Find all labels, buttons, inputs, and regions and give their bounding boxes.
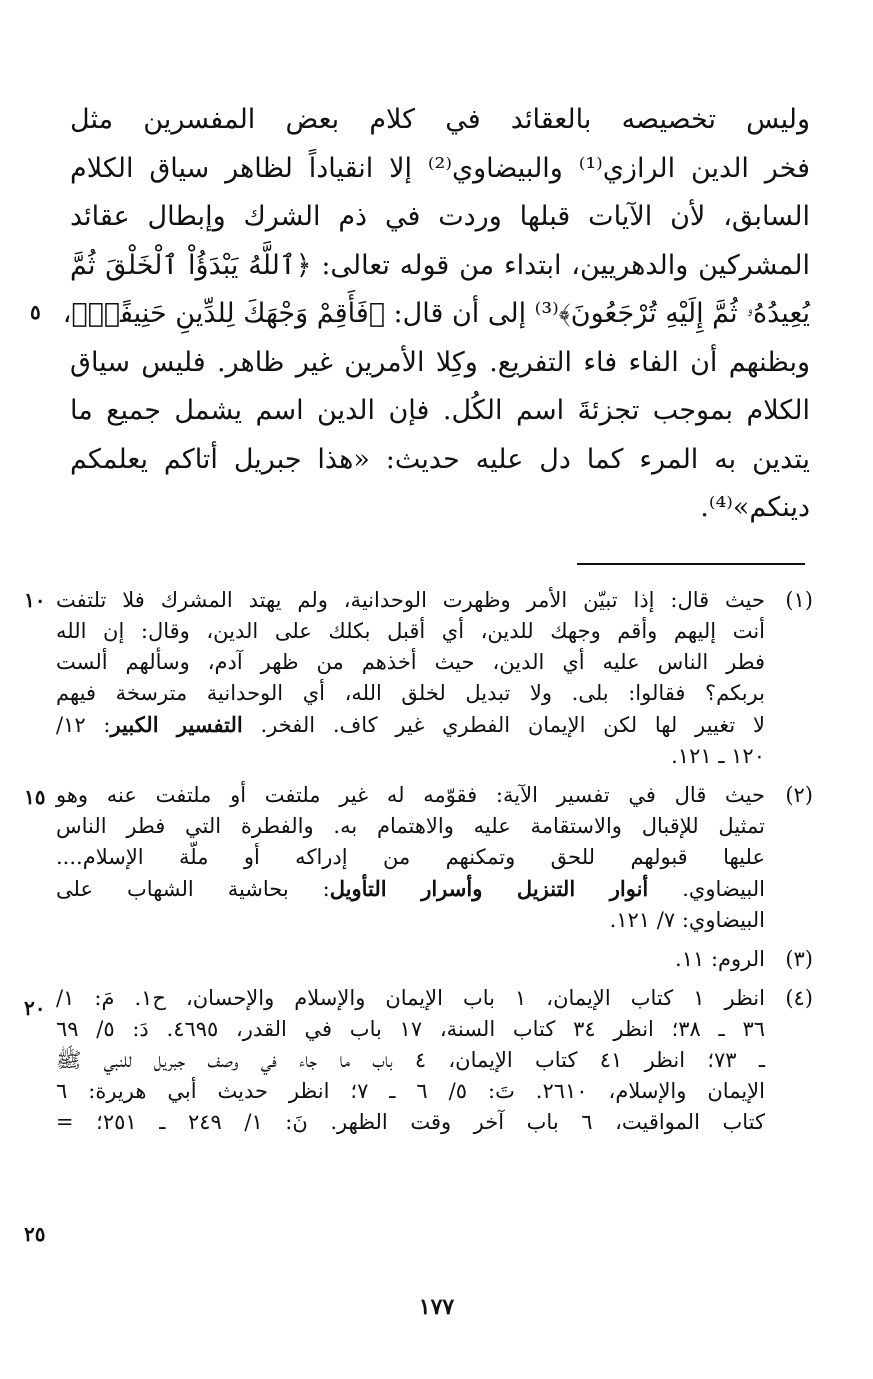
book-title: أنوار التنزيل وأسرار التأويل: [329, 876, 649, 901]
main-text: [62, 96, 811, 533]
main-text-line: وليس تخصيصه بالعقائد في كلام بعض المفسرين مثل: [70, 104, 810, 135]
book-title: التفسير الكبير: [110, 712, 243, 737]
main-text-line: فخر الدين الرازي⁽¹⁾ والبيضاوي⁽²⁾ إلا انقياداً لظاهر سياق الكلام: [70, 152, 811, 184]
footnote-number: (٢): [785, 783, 813, 807]
footnote-line: [56, 873, 765, 905]
footnote-line: الروم: ١١.: [675, 947, 765, 971]
footnote-line: [56, 709, 765, 741]
footnote-line: كتاب المواقيت، ٦ باب آخر وقت الظهر. نَ: ١/ ٢٤٩ ـ ٢٥١؛ =: [56, 1110, 765, 1134]
page-number: ١٧٧: [418, 1294, 455, 1320]
footnotes: [56, 585, 813, 1146]
main-text-line: دينكم»⁽⁴⁾.: [700, 492, 810, 523]
footnote-2: [56, 780, 813, 936]
footnote-line: انظر ١ كتاب الإيمان، ١ باب الإيمان والإسلام والإحسان، ح١. مَ: ١/: [56, 986, 765, 1010]
footnote-line: حيث قال: إذا تبيّن الأمر وظهرت الوحدانية، ولم يهتد المشرك فلا تلتفت: [56, 588, 765, 612]
main-text-line: يُعِيدُهُۥ ثُمَّ إِلَيْهِ تُرْجَعُونَ﴾⁽³⁾ إلى أن قال: ﴿فَأَقِمْ وَجْهَكَ لِلدِّينِ حَنِيفًاۚ﴾،: [62, 298, 810, 329]
main-text-line: يتدين به المرء كما دل عليه حديث: «هذا جبريل أتاكم يعلمكم: [70, 443, 810, 475]
footnote-line: أنت إليهم وأقم وجهك للدين، أي أقبل بكلك على الدين، وقال: إن الله: [56, 619, 765, 643]
line-number-marker: ١٠: [24, 588, 46, 612]
footnote-text: : بحاشية الشهاب على: [56, 877, 330, 901]
footnote-line: فطر الناس عليه أي الدين، حيث أخذهم من ظهر آدم، وسألهم ألست: [56, 650, 765, 674]
line-number-marker: ٥: [30, 300, 41, 324]
footnote-line: ١٢٠ ـ ١٢١.: [671, 744, 765, 768]
line-number-marker: ٢٥: [24, 1222, 46, 1246]
footnote-line: حيث قال في تفسير الآية: فقوّمه له غير ملتفت أو ملتفت عنه وهو: [56, 783, 765, 807]
footnote-line: البيضاوي: ٧/ ١٢١.: [609, 908, 765, 932]
footnote-separator: [577, 563, 805, 565]
footnote-3: [56, 944, 813, 975]
line-number-marker: ١٥: [24, 785, 46, 809]
main-text-line: السابق، لأن الآيات قبلها وردت في ذم الشرك وإبطال عقائد: [70, 201, 810, 232]
main-text-line: وبظنهم أن الفاء فاء التفريع. وكِلا الأمرين غير ظاهر. فليس سياق: [70, 346, 810, 378]
line-number-marker: ٢٠: [24, 996, 46, 1020]
footnote-4: [56, 983, 813, 1138]
main-text-line: الكلام بموجب تجزئةَ اسم الكُل. فإن الدين اسم يشمل جميع ما: [70, 395, 810, 426]
footnote-number: (٣): [785, 947, 813, 971]
footnote-number: (٤): [785, 986, 813, 1010]
footnote-number: (١): [785, 588, 813, 612]
footnote-line: ٣٦ ـ ٣٨؛ انظر ٣٤ كتاب السنة، ١٧ باب في القدر، ٤٦٩٥. دَ: ٥/ ٦٩: [56, 1017, 765, 1041]
footnote-line: ـ ٧٣؛ انظر ٤١ كتاب الإيمان، ٤ باب ما جاء في وصف جبريل للنبي ﷺ: [56, 1048, 765, 1072]
main-text-line: المشركين والدهريين، ابتداء من قوله تعالى: ﴿ٱللَّهُ يَبْدَؤُاْ ٱلْخَلْقَ ثُمَّ: [70, 249, 810, 281]
footnote-line: بربكم؟ فقالوا: بلى. ولا تبديل لخلق الله، أي الوحدانية مترسخة فيهم: [56, 681, 765, 705]
footnote-line: عليها قبولهم للحق وتمكنهم من إدراكه أو ملّة الإسلام....: [56, 845, 765, 869]
footnote-text: البيضاوي.: [648, 877, 765, 901]
footnote-1: [56, 585, 813, 772]
footnote-line: تمثيل للإقبال والاستقامة عليه والاهتمام به. والفطرة التي فطر الناس: [56, 814, 765, 838]
footnote-text: : ١٢/: [56, 713, 111, 737]
footnote-line: الإيمان والإسلام، ٢٦١٠. تَ: ٥/ ٦ ـ ٧؛ انظر حديث أبي هريرة: ٦: [56, 1079, 765, 1103]
footnote-text: لا تغيير لها لكن الإيمان الفطري غير كاف. الفخر.: [242, 713, 765, 737]
